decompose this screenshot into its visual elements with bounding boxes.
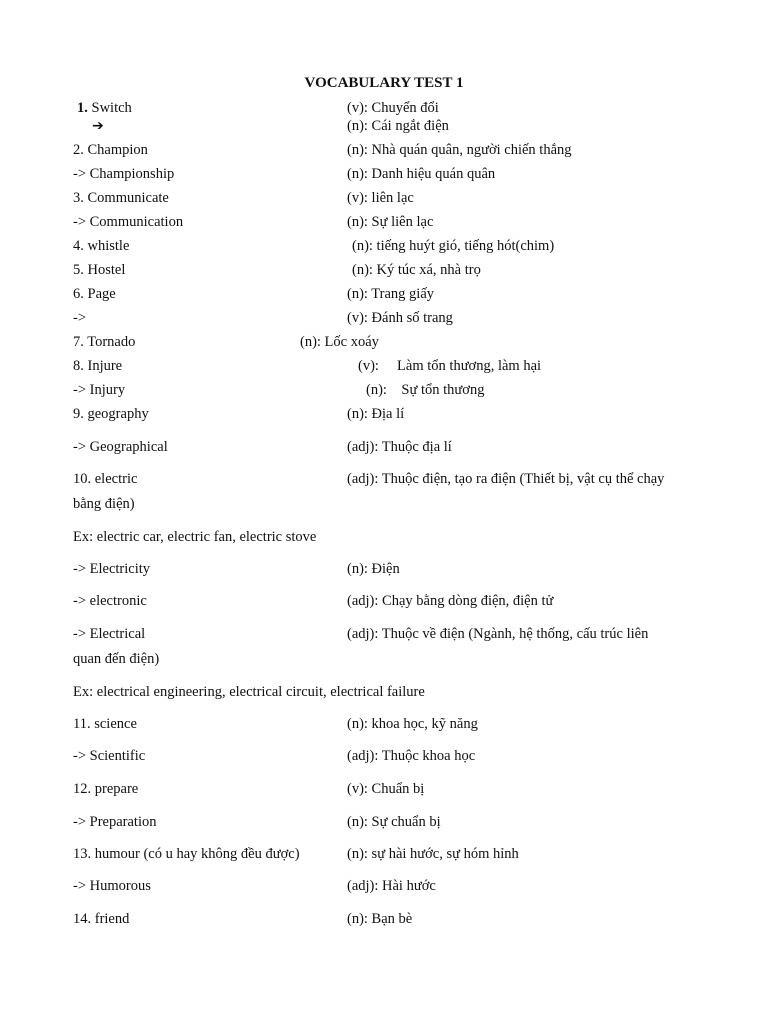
entry-1-word — [77, 99, 132, 117]
vocab-word: -> Championship — [73, 166, 175, 182]
vocab-word: 12. prepare — [73, 781, 139, 797]
vocab-word: -> Electrical — [73, 626, 146, 642]
vocab-definition: (n): Điện — [347, 561, 400, 577]
vocab-word: 6. Page — [73, 286, 116, 302]
vocab-word: -> — [73, 310, 87, 326]
vocab-word: -> Preparation — [73, 814, 157, 830]
vocab-definition: (adj): Hài hước — [347, 878, 436, 894]
example-line: Ex: electrical engineering, electrical circuit, electrical failure — [73, 684, 425, 700]
vocab-word: -> Injury — [73, 382, 126, 398]
vocab-word: 7. Tornado — [73, 334, 136, 350]
vocab-definition: (v): Đánh số trang — [347, 310, 453, 326]
vocab-word: -> Electricity — [73, 561, 151, 577]
vocab-definition: (adj): Thuộc về điện (Ngành, hệ thống, cấu trúc liên — [347, 626, 649, 642]
vocab-definition: (n): Địa lí — [347, 406, 405, 422]
page-title: VOCABULARY TEST 1 — [304, 75, 464, 91]
vocab-word: 4. whistle — [73, 238, 130, 254]
vocab-definition: (n): Sự tổn thương — [366, 382, 485, 398]
entry-1-def-verb: (v): Chuyển đổi — [347, 100, 439, 116]
vocab-definition: (n): Danh hiệu quán quân — [347, 166, 496, 182]
vocab-definition-continued: bằng điện) — [73, 496, 135, 512]
vocab-definition: (n): Sự chuẩn bị — [347, 814, 441, 830]
vocab-word: 10. electric — [73, 471, 138, 487]
vocab-definition: (adj): Thuộc điện, tạo ra điện (Thiết bị, vật cụ thể chạy — [347, 471, 665, 487]
example-line: Ex: electric car, electric fan, electric stove — [73, 529, 317, 545]
vocab-definition: (n): Nhà quán quân, người chiến thắng — [347, 142, 572, 158]
vocab-word: -> Scientific — [73, 748, 146, 764]
vocab-definition: (adj): Thuộc địa lí — [347, 439, 452, 455]
vocab-definition: (adj): Thuộc khoa học — [347, 748, 476, 764]
vocab-word: -> Humorous — [73, 878, 151, 894]
vocab-word: 8. Injure — [73, 358, 123, 374]
vocab-definition: (n): tiếng huýt gió, tiếng hót(chim) — [352, 238, 555, 254]
arrow-right-icon: ➔ — [92, 118, 104, 134]
vocab-definition: (v): liên lạc — [347, 190, 414, 206]
vocab-definition: (n): Ký túc xá, nhà trọ — [352, 262, 481, 278]
vocab-word: 3. Communicate — [73, 190, 169, 206]
vocab-word: 11. science — [73, 716, 137, 732]
vocab-word: 14. friend — [73, 911, 130, 927]
vocab-definition: (n): Bạn bè — [347, 911, 413, 927]
entry-1-def-noun: (n): Cái ngắt điện — [347, 118, 449, 134]
vocab-word: 2. Champion — [73, 142, 148, 158]
vocab-word: 5. Hostel — [73, 262, 126, 278]
entry-1-term: Switch — [91, 100, 132, 116]
vocab-word: -> electronic — [73, 593, 147, 609]
vocab-word: 13. humour (có u hay không đều được) — [73, 846, 300, 862]
vocab-definition: (v): Chuẩn bị — [347, 781, 425, 797]
entry-1-number: 1. — [77, 100, 88, 116]
vocab-definition: (adj): Chạy bằng dòng điện, điện tử — [347, 593, 554, 609]
vocab-definition: (v): Làm tổn thương, làm hại — [358, 358, 542, 374]
vocab-word: -> Geographical — [73, 439, 168, 455]
vocab-definition: (n): khoa học, kỹ năng — [347, 716, 478, 732]
vocab-definition: (n): Lốc xoáy — [300, 334, 379, 350]
vocab-word: 9. geography — [73, 406, 149, 422]
vocab-definition: (n): Trang giấy — [347, 286, 434, 302]
vocab-definition-continued: quan đến điện) — [73, 651, 160, 667]
vocab-definition: (n): sự hài hước, sự hóm hỉnh — [347, 846, 519, 862]
vocab-word: -> Communication — [73, 214, 184, 230]
vocab-definition: (n): Sự liên lạc — [347, 214, 434, 230]
